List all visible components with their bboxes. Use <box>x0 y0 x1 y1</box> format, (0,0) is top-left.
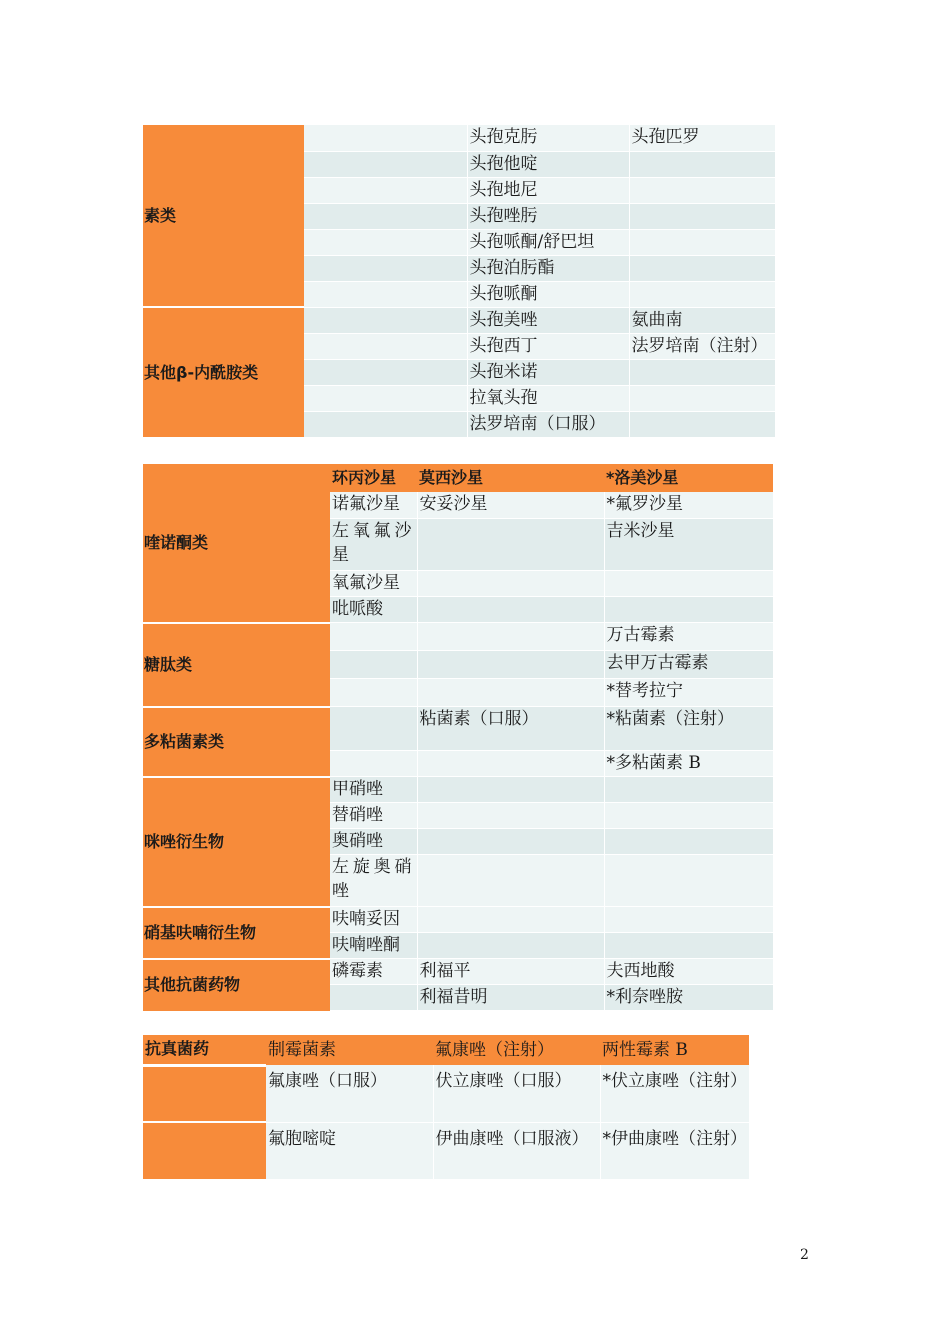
drug-cell: 诺氟沙星 <box>330 492 417 518</box>
drug-cell <box>629 281 775 307</box>
drug-cell <box>417 855 604 907</box>
drug-cell <box>417 679 604 707</box>
drug-cell: 伊曲康唑（口服液） <box>433 1122 600 1179</box>
drug-cell: *多粘菌素 B <box>604 751 773 777</box>
drug-cell <box>417 803 604 829</box>
drug-cell <box>604 855 773 907</box>
drug-cell: 法罗培南（口服） <box>467 411 629 437</box>
drug-cell: 夫西地酸 <box>604 959 773 985</box>
drug-cell: 万古霉素 <box>604 623 773 651</box>
header-cell: 制霉菌素 <box>266 1035 433 1065</box>
drug-cell <box>417 651 604 679</box>
drug-cell: *伊曲康唑（注射） <box>600 1122 749 1179</box>
drug-cell <box>330 985 417 1011</box>
drug-cell <box>330 623 417 651</box>
drug-cell <box>604 596 773 622</box>
antibiotics-table-beta-lactam <box>143 125 776 438</box>
drug-cell <box>417 933 604 959</box>
drug-cell: 头孢唑肟 <box>467 203 629 229</box>
table-header-row <box>143 464 773 492</box>
drug-cell <box>417 777 604 803</box>
drug-cell: 头孢哌酮 <box>467 281 629 307</box>
drug-cell <box>604 803 773 829</box>
drug-cell <box>330 651 417 679</box>
drug-cell: 伏立康唑（口服） <box>433 1065 600 1122</box>
drug-cell <box>629 151 775 177</box>
category-label: 其他β-内酰胺类 <box>143 307 304 437</box>
drug-cell: 替硝唑 <box>330 803 417 829</box>
page-number: 2 <box>800 1247 809 1263</box>
category-label: 抗真菌药 <box>143 1035 266 1065</box>
drug-cell <box>417 751 604 777</box>
drug-cell: 粘菌素（口服） <box>417 707 604 751</box>
header-cell: 氟康唑（注射） <box>433 1035 600 1065</box>
drug-cell <box>629 385 775 411</box>
drug-cell <box>604 933 773 959</box>
header-cell: *洛美沙星 <box>604 464 773 492</box>
header-cell: 两性霉素 B <box>600 1035 749 1065</box>
antifungal-table <box>143 1035 750 1180</box>
drug-cell <box>629 255 775 281</box>
table-row <box>143 959 773 985</box>
drug-cell <box>417 570 604 596</box>
drug-cell <box>629 359 775 385</box>
drug-cell <box>604 570 773 596</box>
drug-cell: 去甲万古霉素 <box>604 651 773 679</box>
drug-cell: 利福平 <box>417 959 604 985</box>
drug-cell: 氨曲南 <box>629 307 775 333</box>
drug-cell: 安妥沙星 <box>417 492 604 518</box>
drug-cell: 左氧氟沙星 <box>330 518 417 570</box>
drug-cell: 拉氧头孢 <box>467 385 629 411</box>
table-row <box>143 125 775 151</box>
drug-cell <box>417 518 604 570</box>
category-label: 硝基呋喃衍生物 <box>143 907 330 959</box>
drug-cell: 呋喃唑酮 <box>330 933 417 959</box>
drug-cell: 头孢美唑 <box>467 307 629 333</box>
drug-cell: 氟康唑（口服） <box>266 1065 433 1122</box>
drug-cell <box>330 679 417 707</box>
table-row <box>143 907 773 933</box>
category-label: 素类 <box>143 125 304 307</box>
drug-cell <box>604 777 773 803</box>
table-row <box>143 623 773 651</box>
table-row <box>143 1122 749 1179</box>
category-label: 多粘菌素类 <box>143 707 330 777</box>
drug-cell: 甲硝唑 <box>330 777 417 803</box>
drug-cell: 头孢他啶 <box>467 151 629 177</box>
drug-cell: 呋喃妥因 <box>330 907 417 933</box>
drug-cell: 法罗培南（注射） <box>629 333 775 359</box>
header-cell: 莫西沙星 <box>417 464 604 492</box>
drug-cell <box>629 203 775 229</box>
antibiotics-table-other <box>143 464 774 1011</box>
table-row <box>143 1065 749 1122</box>
table-row <box>143 707 773 751</box>
drug-cell: *替考拉宁 <box>604 679 773 707</box>
drug-cell: 头孢克肟 <box>467 125 629 151</box>
drug-cell: 氧氟沙星 <box>330 570 417 596</box>
drug-cell: 头孢米诺 <box>467 359 629 385</box>
category-label: 咪唑衍生物 <box>143 777 330 907</box>
drug-cell: 奥硝唑 <box>330 829 417 855</box>
drug-cell: 头孢哌酮/舒巴坦 <box>467 229 629 255</box>
drug-cell: 头孢地尼 <box>467 177 629 203</box>
drug-cell: 利福昔明 <box>417 985 604 1011</box>
table-row <box>143 307 775 333</box>
table-header-row <box>143 1035 749 1065</box>
drug-cell: 头孢匹罗 <box>629 125 775 151</box>
drug-cell <box>417 907 604 933</box>
drug-cell <box>604 907 773 933</box>
drug-cell: *利奈唑胺 <box>604 985 773 1011</box>
drug-cell: 头孢西丁 <box>467 333 629 359</box>
drug-cell <box>629 229 775 255</box>
category-label: 糖肽类 <box>143 623 330 707</box>
table-row <box>143 777 773 803</box>
drug-cell: *氟罗沙星 <box>604 492 773 518</box>
category-label: 其他抗菌药物 <box>143 959 330 1011</box>
drug-cell: 磷霉素 <box>330 959 417 985</box>
drug-cell: 吡哌酸 <box>330 596 417 622</box>
drug-cell <box>330 751 417 777</box>
drug-cell <box>417 829 604 855</box>
drug-cell <box>330 707 417 751</box>
drug-cell <box>604 829 773 855</box>
drug-cell <box>417 596 604 622</box>
drug-cell <box>629 177 775 203</box>
drug-cell: *粘菌素（注射） <box>604 707 773 751</box>
drug-cell: 头孢泊肟酯 <box>467 255 629 281</box>
drug-cell <box>417 623 604 651</box>
drug-cell: 吉米沙星 <box>604 518 773 570</box>
header-cell: 环丙沙星 <box>330 464 417 492</box>
drug-cell <box>629 411 775 437</box>
drug-cell: 左旋奥硝唑 <box>330 855 417 907</box>
category-label: 喹诺酮类 <box>143 464 330 623</box>
drug-cell: 氟胞嘧啶 <box>266 1122 433 1179</box>
drug-cell: *伏立康唑（注射） <box>600 1065 749 1122</box>
